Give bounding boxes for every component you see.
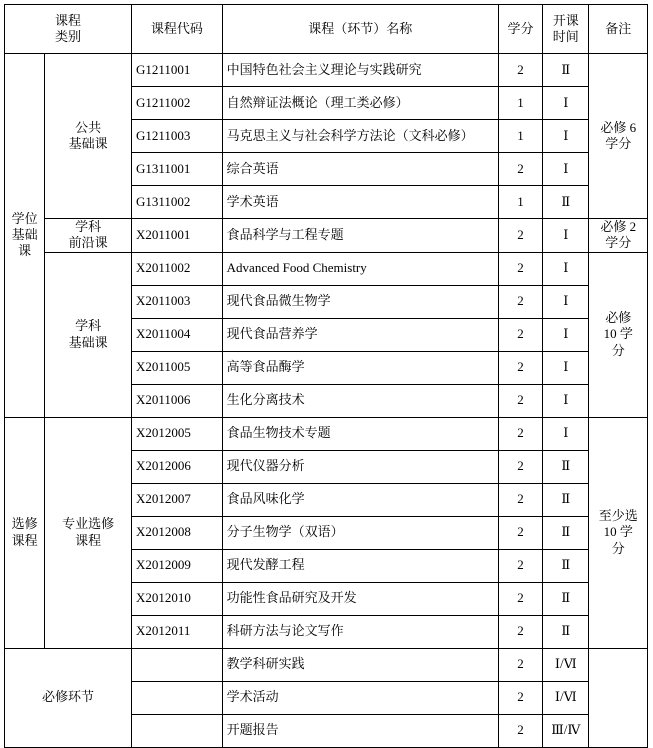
cell-credit: 1 — [498, 186, 542, 219]
cell-course-code: X2012005 — [131, 417, 222, 450]
cell-term: Ⅱ — [543, 450, 589, 483]
cell-credit: 2 — [498, 54, 542, 87]
cell-term: Ⅰ — [543, 153, 589, 186]
cell-term: Ⅰ — [543, 87, 589, 120]
cell-term: Ⅱ — [543, 516, 589, 549]
cell-credit: 2 — [498, 318, 542, 351]
cell-course-code — [131, 714, 222, 747]
cell-term: Ⅱ — [543, 186, 589, 219]
cell-term: Ⅱ — [543, 549, 589, 582]
cell-course-name: 中国特色社会主义理论与实践研究 — [222, 54, 498, 87]
cell-term: Ⅰ — [543, 219, 589, 253]
cell-course-code: X2011005 — [131, 351, 222, 384]
cell-term: Ⅰ — [543, 120, 589, 153]
cell-course-code: X2012007 — [131, 483, 222, 516]
cell-course-code: X2012008 — [131, 516, 222, 549]
cell-credit: 2 — [498, 219, 542, 253]
cell-course-code: X2011002 — [131, 252, 222, 285]
cell-course-name: 现代发酵工程 — [222, 549, 498, 582]
cell-course-code — [131, 648, 222, 681]
cell-term: Ⅱ — [543, 615, 589, 648]
group-category-cell: 必修环节 — [5, 648, 132, 747]
header-code: 课程代码 — [131, 5, 222, 54]
cell-note: 至少选 10 学 分 — [589, 417, 648, 648]
cell-credit: 2 — [498, 549, 542, 582]
cell-credit: 2 — [498, 384, 542, 417]
cell-term: Ⅰ — [543, 384, 589, 417]
cell-course-code: G1211003 — [131, 120, 222, 153]
header-name: 课程（环节）名称 — [222, 5, 498, 54]
cell-credit: 2 — [498, 417, 542, 450]
cell-course-name: 自然辩证法概论（理工类必修） — [222, 87, 498, 120]
cell-term: Ⅱ — [543, 54, 589, 87]
cell-course-code: X2012011 — [131, 615, 222, 648]
header-note: 备注 — [589, 5, 648, 54]
table-header-row — [5, 5, 648, 54]
cell-course-code: G1311001 — [131, 153, 222, 186]
group-category-cell: 选修 课程 — [5, 417, 45, 648]
group-subcategory-cell: 专业选修 课程 — [45, 417, 132, 648]
cell-term: Ⅲ/Ⅳ — [543, 714, 589, 747]
table-row — [5, 54, 648, 87]
cell-course-name: 高等食品酶学 — [222, 351, 498, 384]
cell-credit: 1 — [498, 120, 542, 153]
table-body — [5, 5, 648, 748]
cell-course-code: X2012006 — [131, 450, 222, 483]
group-subcategory-cell: 学科 前沿课 — [45, 219, 132, 253]
cell-note: 必修 6 学分 — [589, 54, 648, 219]
cell-term: Ⅰ — [543, 285, 589, 318]
document-page — [0, 4, 653, 738]
cell-credit: 2 — [498, 153, 542, 186]
cell-course-name: 现代仪器分析 — [222, 450, 498, 483]
group-subcategory-cell: 学科 基础课 — [45, 252, 132, 417]
cell-credit: 2 — [498, 285, 542, 318]
cell-credit: 1 — [498, 87, 542, 120]
cell-course-code: X2012010 — [131, 582, 222, 615]
header-credit: 学分 — [498, 5, 542, 54]
cell-credit: 2 — [498, 483, 542, 516]
cell-course-code: X2011006 — [131, 384, 222, 417]
cell-course-name: 现代食品营养学 — [222, 318, 498, 351]
cell-course-name: 马克思主义与社会科学方法论（文科必修） — [222, 120, 498, 153]
table-row — [5, 417, 648, 450]
cell-course-code: G1311002 — [131, 186, 222, 219]
cell-course-name: 科研方法与论文写作 — [222, 615, 498, 648]
cell-course-code: X2011004 — [131, 318, 222, 351]
cell-course-code: G1211001 — [131, 54, 222, 87]
cell-credit: 2 — [498, 714, 542, 747]
cell-course-name: Advanced Food Chemistry — [222, 252, 498, 285]
group-category-cell: 学位 基础 课 — [5, 54, 45, 418]
cell-course-code: X2011003 — [131, 285, 222, 318]
cell-course-name: 生化分离技术 — [222, 384, 498, 417]
course-plan-table — [4, 4, 648, 748]
header-time: 开课 时间 — [543, 5, 589, 54]
cell-credit: 2 — [498, 615, 542, 648]
cell-note: 必修 2 学分 — [589, 219, 648, 253]
cell-course-name: 食品风味化学 — [222, 483, 498, 516]
cell-course-name: 学术英语 — [222, 186, 498, 219]
cell-course-name: 食品科学与工程专题 — [222, 219, 498, 253]
cell-course-code: X2011001 — [131, 219, 222, 253]
cell-course-name: 现代食品微生物学 — [222, 285, 498, 318]
cell-course-code: G1211002 — [131, 87, 222, 120]
cell-course-code — [131, 681, 222, 714]
cell-credit: 2 — [498, 681, 542, 714]
cell-course-name: 功能性食品研究及开发 — [222, 582, 498, 615]
table-row — [5, 252, 648, 285]
cell-course-name: 食品生物技术专题 — [222, 417, 498, 450]
cell-credit: 2 — [498, 450, 542, 483]
cell-course-name: 开题报告 — [222, 714, 498, 747]
cell-course-name: 学术活动 — [222, 681, 498, 714]
cell-course-name: 分子生物学（双语） — [222, 516, 498, 549]
cell-course-name: 教学科研实践 — [222, 648, 498, 681]
cell-note: 必修 10 学 分 — [589, 252, 648, 417]
cell-term: Ⅰ/Ⅵ — [543, 681, 589, 714]
cell-term: Ⅰ — [543, 252, 589, 285]
cell-term: Ⅰ — [543, 318, 589, 351]
cell-note — [589, 648, 648, 747]
cell-course-name: 综合英语 — [222, 153, 498, 186]
header-category: 课程 类别 — [5, 5, 132, 54]
cell-credit: 2 — [498, 582, 542, 615]
cell-term: Ⅱ — [543, 483, 589, 516]
cell-credit: 2 — [498, 351, 542, 384]
cell-term: Ⅰ/Ⅵ — [543, 648, 589, 681]
cell-course-code: X2012009 — [131, 549, 222, 582]
cell-term: Ⅱ — [543, 582, 589, 615]
group-subcategory-cell: 公共 基础课 — [45, 54, 132, 219]
cell-credit: 2 — [498, 648, 542, 681]
cell-term: Ⅰ — [543, 417, 589, 450]
cell-credit: 2 — [498, 252, 542, 285]
cell-term: Ⅰ — [543, 351, 589, 384]
table-row — [5, 219, 648, 253]
table-row — [5, 648, 648, 681]
cell-credit: 2 — [498, 516, 542, 549]
